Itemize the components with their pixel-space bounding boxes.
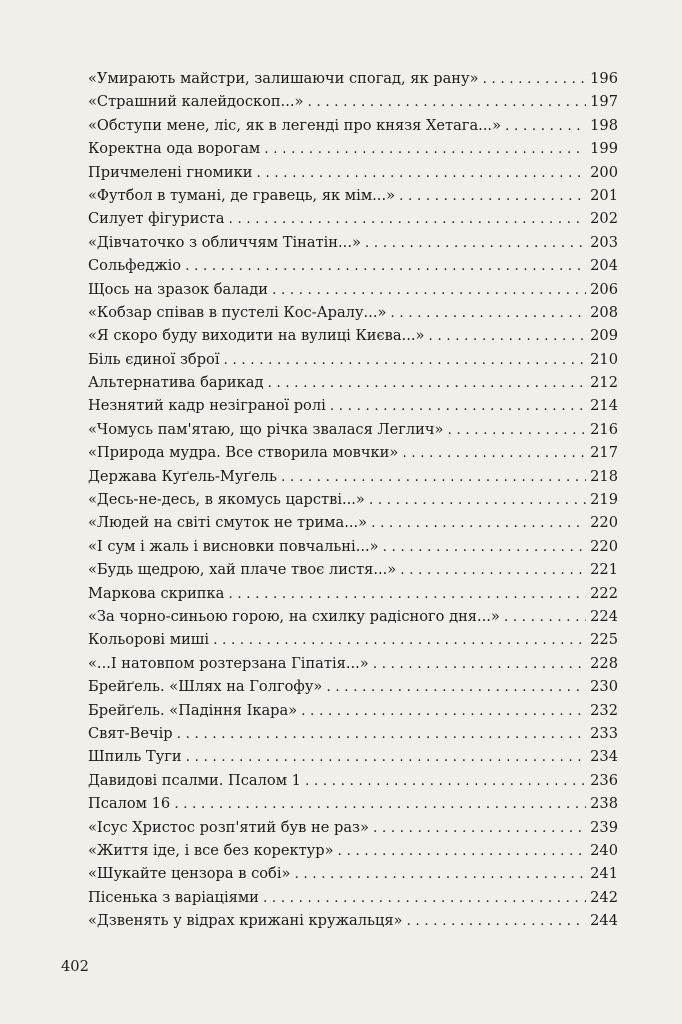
toc-entry-page: 242: [590, 888, 618, 906]
toc-entry: [88, 745, 618, 768]
toc-entry-title: «Природа мудра. Все створила мовчки»: [88, 444, 399, 462]
toc-entry-title: Псалом 16: [88, 795, 171, 813]
toc-entry: [88, 207, 618, 230]
toc-entry: [88, 769, 618, 792]
toc-entry-title: Кольорові миші: [88, 631, 210, 649]
toc-entry-page: 220: [590, 514, 618, 532]
toc-entry-page: 218: [590, 467, 618, 485]
toc-entry: [88, 254, 618, 277]
toc-dot-leader: [330, 395, 586, 418]
toc-entry: [88, 394, 618, 417]
toc-entry-page: 203: [590, 233, 618, 251]
toc-dot-leader: [267, 372, 586, 395]
toc-entry-page: 232: [590, 701, 618, 719]
toc-entry-page: 199: [590, 140, 618, 158]
toc-entry-title: «Будь щедрою, хай плаче твоє листя...»: [88, 561, 397, 579]
toc-entry: [88, 324, 618, 347]
toc-entry: [88, 511, 618, 534]
toc-dot-leader: [213, 629, 586, 652]
toc-entry-title: Причмелені гномики: [88, 163, 253, 181]
toc-entry: [88, 816, 618, 839]
toc-entry: [88, 278, 618, 301]
toc-entry-title: «Десь-не-десь, в якомусь царстві...»: [88, 491, 365, 509]
toc-dot-leader: [307, 91, 586, 114]
toc-entry-title: Держава Куґель-Муґель: [88, 467, 278, 485]
toc-entry-title: «За чорно-синьою горою, на схилку радісного дня...»: [88, 607, 500, 625]
toc-entry-title: Сольфеджіо: [88, 257, 182, 275]
toc-entry-title: «Дівчаточко з обличчям Тінатін...»: [88, 233, 361, 251]
toc-entry-title: Давидові псалми. Псалом 1: [88, 771, 301, 789]
toc-dot-leader: [228, 583, 586, 606]
toc-entry-page: 244: [590, 912, 618, 930]
toc-entry-page: 217: [590, 444, 618, 462]
toc-entry-title: Незнятий кадр незіграної ролі: [88, 397, 326, 415]
toc-entry-page: 234: [590, 748, 618, 766]
toc-entry: [88, 184, 618, 207]
toc-entry: [88, 605, 618, 628]
toc-dot-leader: [224, 349, 587, 372]
toc-entry-title: Маркова скрипка: [88, 584, 225, 602]
toc-dot-leader: [371, 512, 586, 535]
toc-entry: [88, 628, 618, 651]
toc-entry: [88, 862, 618, 885]
toc-entry-page: 204: [590, 257, 618, 275]
toc-entry-title: Свят-Вечір: [88, 724, 173, 742]
toc-entry: [88, 535, 618, 558]
toc-entry-title: «Страшний калейдоскоп...»: [88, 93, 304, 111]
toc-dot-leader: [383, 536, 586, 559]
toc-entry: [88, 652, 618, 675]
toc-entry-page: 214: [590, 397, 618, 415]
toc-entry: [88, 441, 618, 464]
toc-dot-leader: [373, 817, 586, 840]
toc-entry-title: Силует фігуриста: [88, 210, 225, 228]
toc-entry-title: «Я скоро буду виходити на вулиці Києва...»: [88, 327, 425, 345]
toc-dot-leader: [428, 325, 586, 348]
table-of-contents: [88, 67, 618, 932]
toc-entry: [88, 909, 618, 932]
toc-entry-title: Коректна ода ворогам: [88, 140, 261, 158]
toc-entry-page: 201: [590, 186, 618, 204]
toc-entry-page: 202: [590, 210, 618, 228]
toc-dot-leader: [185, 255, 586, 278]
toc-entry-title: Біль єдиної зброї: [88, 350, 220, 368]
toc-entry: [88, 114, 618, 137]
toc-entry: [88, 699, 618, 722]
toc-entry: [88, 675, 618, 698]
toc-entry-page: 212: [590, 374, 618, 392]
toc-entry-page: 206: [590, 280, 618, 298]
toc-entry-page: 238: [590, 795, 618, 813]
toc-dot-leader: [365, 232, 586, 255]
toc-dot-leader: [281, 466, 586, 489]
toc-dot-leader: [402, 442, 586, 465]
toc-entry: [88, 137, 618, 160]
toc-dot-leader: [390, 302, 586, 325]
toc-entry-title: Брейґель. «Шлях на Голгофу»: [88, 678, 323, 696]
toc-entry-page: 240: [590, 841, 618, 859]
toc-entry-page: 236: [590, 771, 618, 789]
toc-entry: [88, 582, 618, 605]
toc-dot-leader: [406, 910, 586, 933]
toc-entry-title: Щось на зразок балади: [88, 280, 268, 298]
toc-entry-page: 208: [590, 303, 618, 321]
toc-entry: [88, 231, 618, 254]
toc-entry-title: «Дзвенять у відрах крижані кружальця»: [88, 912, 403, 930]
toc-dot-leader: [177, 723, 586, 746]
toc-entry: [88, 839, 618, 862]
toc-entry-page: 225: [590, 631, 618, 649]
toc-entry: [88, 722, 618, 745]
toc-dot-leader: [338, 840, 586, 863]
toc-entry-title: «Обступи мене, ліс, як в легенді про князя Хетага...»: [88, 116, 502, 134]
toc-dot-leader: [305, 770, 586, 793]
toc-dot-leader: [272, 279, 586, 302]
toc-entry-title: «Життя іде, і все без коректур»: [88, 841, 334, 859]
toc-entry: [88, 67, 618, 90]
toc-dot-leader: [326, 676, 586, 699]
toc-entry-page: 221: [590, 561, 618, 579]
toc-entry: [88, 886, 618, 909]
toc-dot-leader: [399, 185, 586, 208]
toc-entry-page: 198: [590, 116, 618, 134]
toc-entry: [88, 488, 618, 511]
toc-entry: [88, 90, 618, 113]
page-number: 402: [61, 958, 89, 975]
toc-entry: [88, 558, 618, 581]
toc-dot-leader: [373, 653, 586, 676]
toc-entry-page: 222: [590, 584, 618, 602]
toc-entry-page: 224: [590, 607, 618, 625]
toc-entry-title: «Футбол в тумані, де гравець, як мім...»: [88, 186, 396, 204]
toc-entry-title: Шпиль Туги: [88, 748, 182, 766]
toc-entry-title: Альтернатива барикад: [88, 374, 264, 392]
toc-entry-page: 209: [590, 327, 618, 345]
toc-entry-title: «Кобзар співав в пустелі Кос-Аралу...»: [88, 303, 387, 321]
toc-dot-leader: [505, 115, 586, 138]
toc-dot-leader: [256, 162, 586, 185]
toc-entry-page: 197: [590, 93, 618, 111]
toc-entry: [88, 371, 618, 394]
toc-dot-leader: [483, 68, 586, 91]
toc-entry-title: «Умирають майстри, залишаючи спогад, як рану»: [88, 70, 479, 87]
toc-entry-title: Пісенька з варіаціями: [88, 888, 259, 906]
toc-entry-title: «Шукайте цензора в собі»: [88, 865, 291, 883]
toc-entry-page: 228: [590, 654, 618, 672]
toc-entry-page: 216: [590, 420, 618, 438]
toc-entry: [88, 418, 618, 441]
toc-entry-page: 219: [590, 491, 618, 509]
toc-entry: [88, 161, 618, 184]
toc-dot-leader: [228, 208, 586, 231]
toc-dot-leader: [186, 746, 586, 769]
toc-dot-leader: [264, 138, 586, 161]
toc-entry-page: 196: [590, 70, 618, 87]
toc-entry: [88, 792, 618, 815]
toc-dot-leader: [369, 489, 586, 512]
toc-dot-leader: [294, 863, 586, 886]
toc-dot-leader: [263, 887, 586, 910]
toc-entry: [88, 348, 618, 371]
toc-entry-page: 233: [590, 724, 618, 742]
toc-dot-leader: [400, 559, 586, 582]
toc-entry-title: «Людей на світі смуток не трима...»: [88, 514, 368, 532]
toc-entry-page: 241: [590, 865, 618, 883]
toc-entry: [88, 465, 618, 488]
toc-entry-title: Брейґель. «Падіння Ікара»: [88, 701, 298, 719]
toc-entry-page: 210: [590, 350, 618, 368]
toc-dot-leader: [504, 606, 586, 629]
toc-entry-page: 239: [590, 818, 618, 836]
toc-entry-title: «Ісус Христос розп'ятий був не раз»: [88, 818, 369, 836]
toc-entry: [88, 301, 618, 324]
toc-entry-title: «Чомусь пам'ятаю, що річка звалася Леглич»: [88, 420, 444, 438]
toc-entry-title: «...І натовпом розтерзана Гіпатія...»: [88, 654, 369, 672]
toc-entry-page: 220: [590, 537, 618, 555]
toc-dot-leader: [447, 419, 586, 442]
toc-entry-title: «І сум і жаль і висновки повчальні...»: [88, 537, 379, 555]
toc-entry-page: 230: [590, 678, 618, 696]
toc-dot-leader: [301, 700, 586, 723]
toc-entry-page: 200: [590, 163, 618, 181]
toc-dot-leader: [174, 793, 586, 816]
